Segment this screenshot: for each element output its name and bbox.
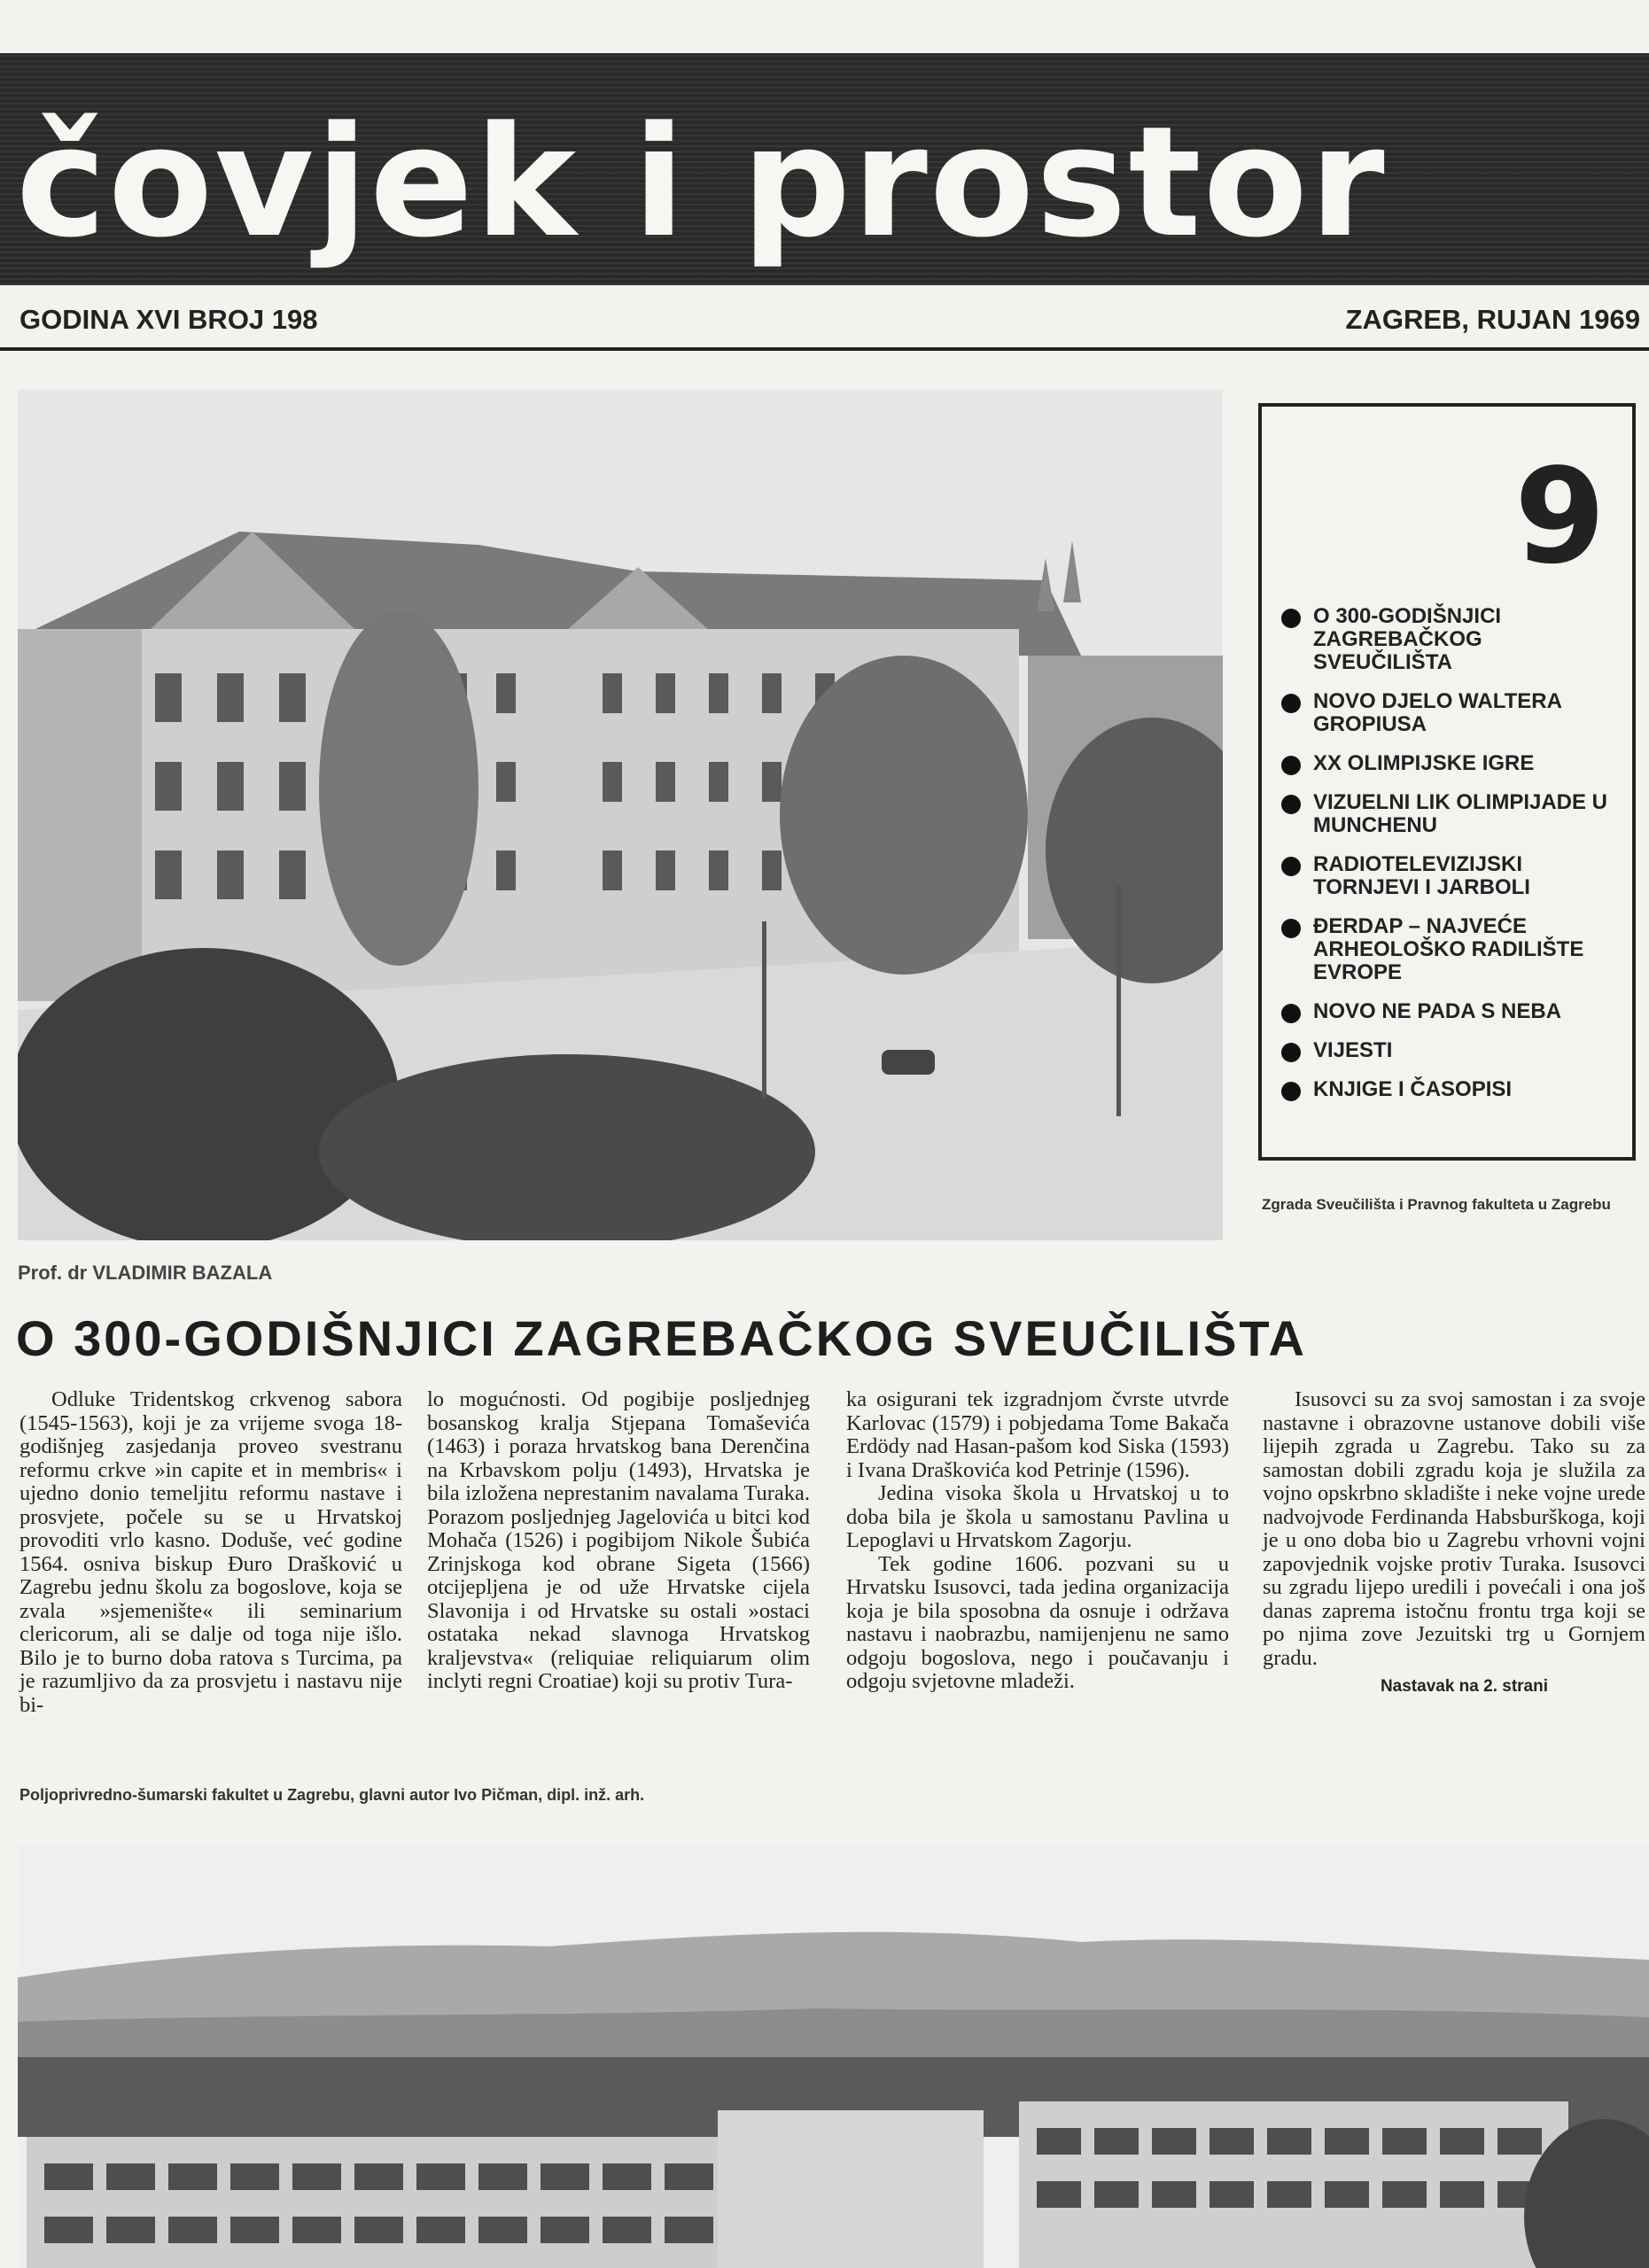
contents-list bbox=[1280, 605, 1623, 1117]
article-column-1 bbox=[19, 1388, 402, 1717]
contents-item: NOVO DJELO WALTERA GROPIUSA bbox=[1280, 690, 1623, 736]
article-headline: O 300-GODIŠNJICI ZAGREBAČKOG SVEUČILIŠTA bbox=[16, 1310, 1307, 1366]
contents-item: RADIOTELEVIZIJSKI TORNJEVI I JARBOLI bbox=[1280, 853, 1623, 899]
article-column-4 bbox=[1263, 1388, 1645, 1699]
table-of-contents bbox=[1258, 403, 1636, 1161]
paragraph: lo mogućnosti. Od pogibije posljednjeg bosanskog kralja Stjepana Tomaševića (1463) i poraza hrvatskog bana Derenčina na Krbavskom polju (1493), Hrvatska je bila izložena neprestanim navalama Turaka. Porazom posljednjeg Jagelovića u bitci kod Mohača (1526) i pogibijom Nikole Šubića Zrinjskoga kod obrane Sigeta (1566) otcijepljena je od uže Hrvatske cijela Slavonija i od Hrvatske su ostali »ostaci ostataka nekad slavnoga Hrvatskog kraljevstva« (reliquiae reliquiarum olim inclyti regni Croatiae) koji su protiv Tura- bbox=[427, 1387, 810, 1693]
paragraph: Jedina visoka škola u Hrvatskoj u to doba bila je škola u samostanu Pavlina u Lepoglavi u Hrvatskom Zagorju. bbox=[846, 1481, 1229, 1552]
faculty-building-photo bbox=[18, 1845, 1649, 2268]
paragraph: Tek godine 1606. pozvani su u Hrvatsku Isusovci, tada jedina organizacija koja je bila sposobna da osnuje i održava nastavu i naobrazbu, namijenjenu ne samo odgoju bogoslova, nego i poučavanju i odgoju svjetovne mladeži. bbox=[846, 1551, 1229, 1693]
continued-note: Nastavak na 2. strani bbox=[1380, 1677, 1548, 1696]
contents-item: KNJIGE I ČASOPISI bbox=[1280, 1078, 1623, 1101]
main-photo-caption: Zgrada Sveučilišta i Pravnog fakulteta u Zagrebu bbox=[1262, 1196, 1611, 1213]
contents-item: O 300-GODIŠNJICI ZAGREBAČKOG SVEUČILIŠTA bbox=[1280, 605, 1623, 674]
masthead bbox=[0, 53, 1649, 285]
contents-item: ĐERDAP – NAJVEĆE ARHEOLOŠKO RADILIŠTE EVROPE bbox=[1280, 915, 1623, 984]
article-column-3 bbox=[846, 1388, 1229, 1694]
university-building-photo bbox=[18, 390, 1223, 1240]
publication-title: čovjek i prostor bbox=[16, 93, 1387, 271]
paragraph: Isusovci su za svoj samostan i za svoje nastavne i obrazovne ustanove dobili više lijepih zgrada u Zagrebu. Tako su za samostan dobili zgradu koja je služila za vojno opskrbno skladište i neke vojne urede nadvojvode Ferdinanda Habsburškoga, koji je u ono doba bio u Zagrebu vrhovni vojni zapovjednik vojske protiv Turaka. Isusovci su zgradu lijepo uredili i povećali i ona još danas zaprema istočnu frontu trga koji se po njima zove Jezuitski trg u Gornjem gradu. bbox=[1263, 1387, 1645, 1670]
place-date: ZAGREB, RUJAN 1969 bbox=[1345, 304, 1640, 335]
bottom-photo-caption: Poljoprivredno-šumarski fakultet u Zagrebu, glavni autor Ivo Pičman, dipl. inž. arh. bbox=[19, 1786, 645, 1804]
contents-number: 9 bbox=[1514, 440, 1606, 593]
contents-item: VIZUELNI LIK OLIMPIJADE U MUNCHENU bbox=[1280, 791, 1623, 837]
contents-item: VIJESTI bbox=[1280, 1039, 1623, 1062]
article-author: Prof. dr VLADIMIR BAZALA bbox=[18, 1262, 273, 1284]
contents-item: XX OLIMPIJSKE IGRE bbox=[1280, 752, 1623, 775]
paragraph: ka osigurani tek izgradnjom čvrste utvrde Karlovac (1579) i pobjedama Tome Bakača Erdödy nad Hasan-pašom kod Siska (1593) i Ivana Draškovića kod Petrinje (1596). bbox=[846, 1387, 1229, 1482]
issue-number: GODINA XVI BROJ 198 bbox=[19, 304, 318, 335]
masthead-rule bbox=[0, 347, 1649, 351]
paragraph: Odluke Tridentskog crkvenog sabora (1545-1563), koji je za vrijeme svoga 18-godišnjeg zasjedanja proveo svestranu reformu crkve »in capite et in membris« i ujedno donio temeljitu reformu nastave i prosvjete, počele su se u Hrvatskoj provoditi vrlo kasno. Doduše, već godine 1564. osniva biskup Đuro Drašković u Zagrebu jednu školu za bogoslove, koja se zvala »sjemenište« ili seminarium clericorum, ali se dalje od toga nije išlo. Bilo je to burno doba ratova s Turcima, pa je razumljivo da za prosvjetu i nastavu nije bi- bbox=[19, 1387, 402, 1717]
contents-item: NOVO NE PADA S NEBA bbox=[1280, 1000, 1623, 1023]
article-column-2 bbox=[427, 1388, 810, 1694]
